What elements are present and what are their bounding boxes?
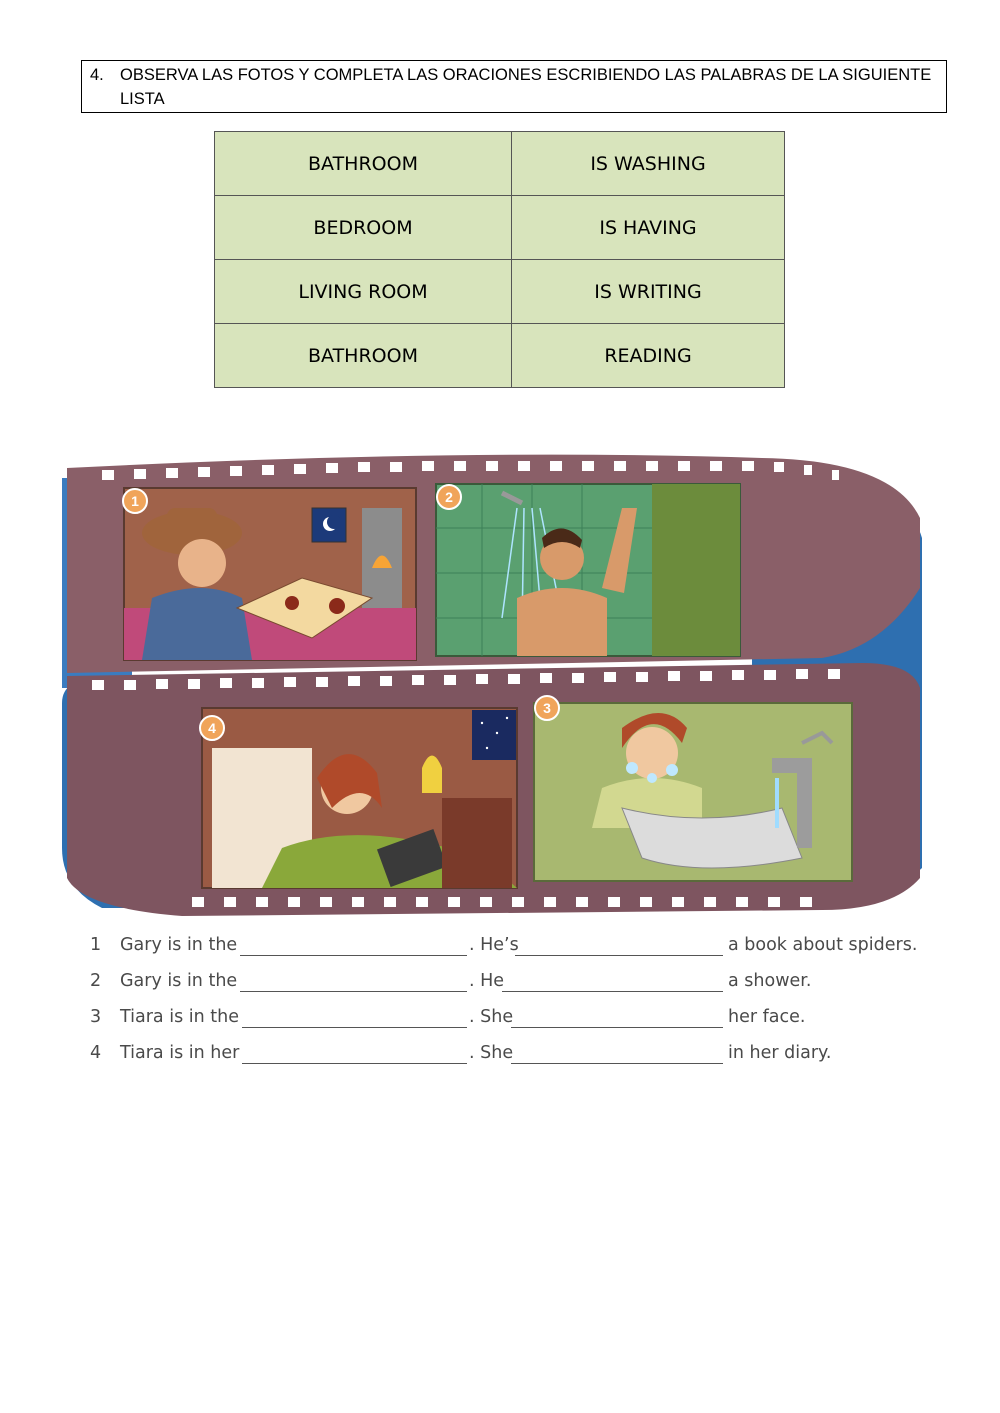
sentence-part: . He (469, 971, 505, 991)
answer-blank[interactable] (511, 1063, 723, 1064)
sentence-part: . She (469, 1007, 514, 1027)
badge-1-number: 1 (131, 493, 139, 509)
answer-blank[interactable] (242, 1063, 467, 1064)
sentence-number: 2 (90, 971, 102, 991)
sentence-part: Gary is in the (120, 935, 238, 955)
answer-blank[interactable] (515, 955, 723, 956)
table-row (215, 324, 785, 388)
sentence-part: her face. (728, 1007, 806, 1027)
answer-blank[interactable] (242, 1027, 467, 1028)
table-row (215, 132, 785, 196)
sentence-row (88, 1007, 928, 1033)
answer-blank[interactable] (502, 991, 723, 992)
frame-1-reading (124, 488, 416, 660)
badge-3-number: 3 (543, 700, 551, 716)
instruction-text: OBSERVA LAS FOTOS Y COMPLETA LAS ORACIONES ESCRIBIENDO LAS PALABRAS DE LA SIGUIENTE LISTA (120, 66, 932, 108)
sentence-row (88, 935, 928, 961)
answer-blank[interactable] (240, 991, 467, 992)
sentence-row (88, 1043, 928, 1069)
frame-3-washing (534, 703, 852, 881)
word-cell: IS HAVING (512, 196, 785, 260)
word-cell: READING (512, 324, 785, 388)
table-row (215, 260, 785, 324)
word-list-table (214, 131, 785, 388)
frame-2-shower (436, 484, 740, 656)
sentence-number: 3 (90, 1007, 102, 1027)
word-cell: BEDROOM (215, 196, 512, 260)
answer-blank[interactable] (511, 1027, 723, 1028)
word-cell: LIVING ROOM (215, 260, 512, 324)
sentence-part: a shower. (728, 971, 812, 991)
word-cell: IS WRITING (512, 260, 785, 324)
sentence-part: . He’s (469, 935, 519, 955)
answer-blank[interactable] (240, 955, 467, 956)
sentence-part: . She (469, 1043, 514, 1063)
sentence-part: Tiara is in her (120, 1043, 240, 1063)
badge-2-number: 2 (445, 489, 453, 505)
word-cell: BATHROOM (215, 324, 512, 388)
frame-4-writing (202, 708, 517, 888)
film-strip-illustration (62, 448, 924, 916)
instruction-number: 4. (90, 66, 104, 84)
word-cell: BATHROOM (215, 132, 512, 196)
sentence-part: Gary is in the (120, 971, 238, 991)
sentence-part: a book about spiders. (728, 935, 918, 955)
sentence-number: 1 (90, 935, 102, 955)
table-row (215, 196, 785, 260)
instruction-box (81, 60, 947, 113)
sentence-row (88, 971, 928, 997)
sentence-number: 4 (90, 1043, 102, 1063)
word-cell: IS WASHING (512, 132, 785, 196)
badge-4-number: 4 (208, 720, 216, 736)
sentence-part: in her diary. (728, 1043, 832, 1063)
sentence-part: Tiara is in the (120, 1007, 239, 1027)
